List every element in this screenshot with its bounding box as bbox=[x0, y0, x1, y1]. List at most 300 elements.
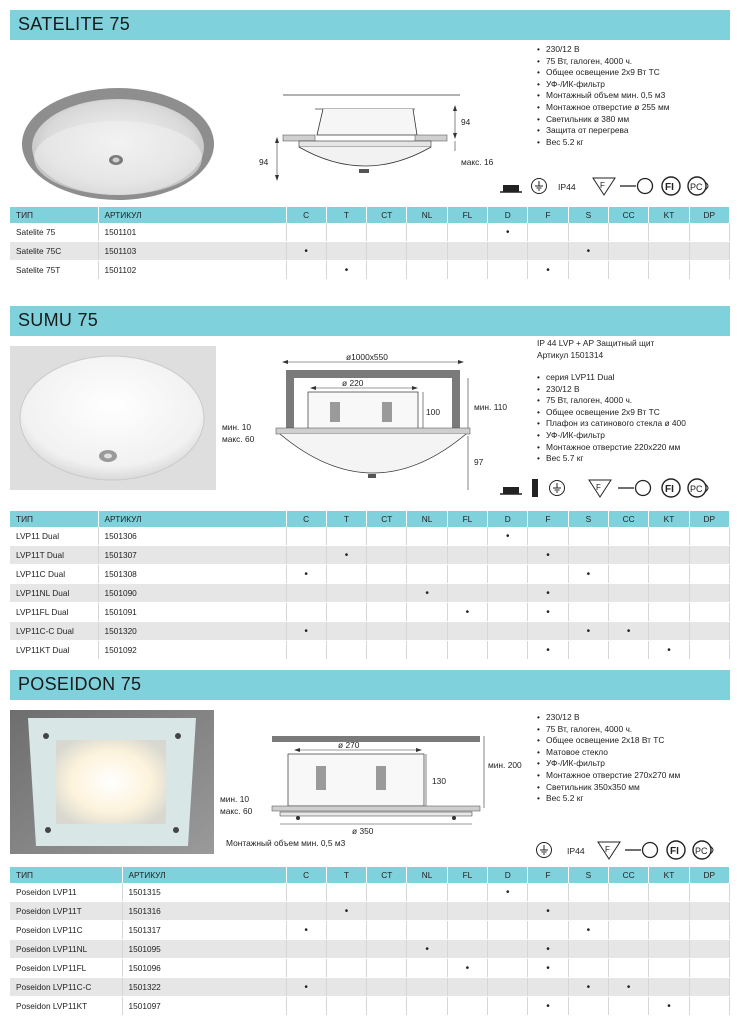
article-cell: 1501097 bbox=[122, 997, 286, 1016]
option-mark-cell: • bbox=[407, 584, 447, 603]
option-mark-cell bbox=[609, 565, 649, 584]
dim-min-10: мин. 10 bbox=[220, 794, 250, 804]
option-mark-cell bbox=[286, 603, 326, 622]
product-type-cell: Poseidon LVP11 bbox=[10, 883, 122, 902]
product-type-cell: Poseidon LVP11C bbox=[10, 921, 122, 940]
option-mark-cell bbox=[447, 921, 487, 940]
option-mark-cell bbox=[286, 546, 326, 565]
option-mark-cell bbox=[326, 242, 366, 261]
option-mark-cell bbox=[447, 940, 487, 959]
option-mark-cell bbox=[286, 940, 326, 959]
table-row bbox=[10, 223, 730, 242]
spec-list-sumu bbox=[537, 372, 686, 465]
option-mark-cell bbox=[447, 622, 487, 641]
col-header: C bbox=[286, 511, 326, 527]
spec-item: • Матовое стекло bbox=[537, 747, 680, 759]
option-mark-cell bbox=[488, 997, 528, 1016]
option-mark-cell bbox=[488, 603, 528, 622]
col-header: CC bbox=[609, 867, 649, 883]
option-mark-cell bbox=[367, 565, 407, 584]
svg-text:F: F bbox=[600, 181, 605, 190]
option-mark-cell bbox=[326, 997, 366, 1016]
option-mark-cell bbox=[568, 997, 608, 1016]
spec-item: • УФ-/ИК-фильтр bbox=[537, 758, 680, 770]
dim-max-16: макс. 16 bbox=[461, 157, 494, 167]
option-mark-cell bbox=[326, 223, 366, 242]
option-mark-cell: • bbox=[568, 565, 608, 584]
table-row bbox=[10, 546, 730, 565]
fi-cert-icon bbox=[665, 840, 687, 860]
option-mark-cell bbox=[447, 883, 487, 902]
article-cell: 1501306 bbox=[98, 527, 286, 546]
section-title-band bbox=[10, 670, 730, 700]
dim-max-60: макс. 60 bbox=[220, 806, 253, 816]
option-mark-cell: • bbox=[649, 641, 689, 660]
option-mark-cell: • bbox=[286, 242, 326, 261]
option-mark-cell bbox=[568, 223, 608, 242]
insulation-class-icon bbox=[620, 176, 654, 196]
spec-table-poseidon bbox=[10, 867, 730, 1016]
dim-cutout: ø 270 bbox=[338, 740, 360, 750]
rst-cert-icon bbox=[686, 176, 712, 196]
option-mark-cell bbox=[649, 883, 689, 902]
option-mark-cell bbox=[326, 921, 366, 940]
col-header: C bbox=[286, 867, 326, 883]
option-mark-cell bbox=[326, 584, 366, 603]
col-header: CT bbox=[367, 207, 407, 223]
option-mark-cell: • bbox=[528, 546, 568, 565]
col-header: АРТИКУЛ bbox=[98, 207, 286, 223]
option-mark-cell bbox=[528, 242, 568, 261]
product-type-cell: LVP11C Dual bbox=[10, 565, 98, 584]
option-mark-cell: • bbox=[286, 622, 326, 641]
option-mark-cell: • bbox=[609, 978, 649, 997]
ground-icon bbox=[548, 478, 566, 498]
option-mark-cell: • bbox=[286, 921, 326, 940]
option-mark-cell bbox=[689, 223, 729, 242]
option-mark-cell bbox=[326, 940, 366, 959]
option-mark-cell bbox=[407, 565, 447, 584]
cert-icons-satelite bbox=[500, 176, 730, 198]
col-header: NL bbox=[407, 511, 447, 527]
option-mark-cell bbox=[488, 641, 528, 660]
option-mark-cell: • bbox=[326, 902, 366, 921]
table-row bbox=[10, 527, 730, 546]
svg-text:PC: PC bbox=[690, 182, 703, 192]
ground-icon bbox=[530, 176, 548, 196]
col-header: FL bbox=[447, 867, 487, 883]
option-mark-cell bbox=[447, 641, 487, 660]
product-type-cell: Poseidon LVP11NL bbox=[10, 940, 122, 959]
f-mark-icon bbox=[588, 478, 612, 498]
option-mark-cell bbox=[488, 959, 528, 978]
article-cell: 1501317 bbox=[122, 921, 286, 940]
col-header: D bbox=[488, 511, 528, 527]
dim-min-110: мин. 110 bbox=[474, 402, 508, 412]
option-mark-cell bbox=[447, 242, 487, 261]
fi-cert-icon bbox=[660, 478, 682, 498]
option-mark-cell: • bbox=[528, 997, 568, 1016]
table-row bbox=[10, 997, 730, 1016]
product-type-cell: LVP11T Dual bbox=[10, 546, 98, 565]
option-mark-cell bbox=[689, 978, 729, 997]
option-mark-cell bbox=[286, 902, 326, 921]
option-mark-cell bbox=[568, 959, 608, 978]
spec-table-satelite bbox=[10, 207, 730, 280]
product-type-cell: LVP11NL Dual bbox=[10, 584, 98, 603]
option-mark-cell bbox=[447, 527, 487, 546]
rst-cert-icon bbox=[691, 840, 717, 860]
article-cell: 1501315 bbox=[122, 883, 286, 902]
shield-plate-icon bbox=[528, 478, 542, 498]
article-cell: 1501307 bbox=[98, 546, 286, 565]
spec-item: • 230/12 В bbox=[537, 44, 670, 56]
option-mark-cell bbox=[447, 997, 487, 1016]
product-type-cell: LVP11FL Dual bbox=[10, 603, 98, 622]
option-mark-cell bbox=[689, 546, 729, 565]
option-mark-cell bbox=[689, 584, 729, 603]
f-mark-icon bbox=[592, 176, 616, 196]
option-mark-cell bbox=[326, 641, 366, 660]
option-mark-cell: • bbox=[407, 940, 447, 959]
option-mark-cell bbox=[367, 584, 407, 603]
table-body bbox=[10, 223, 730, 280]
article-cell: 1501322 bbox=[122, 978, 286, 997]
article-cell: 1501308 bbox=[98, 565, 286, 584]
section-sumu bbox=[0, 300, 740, 660]
spec-list-poseidon bbox=[537, 712, 680, 805]
option-mark-cell bbox=[488, 546, 528, 565]
section-title-band bbox=[10, 306, 730, 336]
option-mark-cell bbox=[367, 921, 407, 940]
option-mark-cell bbox=[326, 978, 366, 997]
col-header: T bbox=[326, 207, 366, 223]
option-mark-cell bbox=[649, 902, 689, 921]
option-mark-cell bbox=[286, 261, 326, 280]
option-mark-cell bbox=[528, 565, 568, 584]
option-mark-cell bbox=[367, 527, 407, 546]
col-header: C bbox=[286, 207, 326, 223]
option-mark-cell bbox=[407, 242, 447, 261]
option-mark-cell bbox=[407, 603, 447, 622]
section-title: POSEIDON 75 bbox=[18, 674, 142, 694]
col-header: F bbox=[528, 511, 568, 527]
insulation-class-icon bbox=[618, 478, 652, 498]
col-header: CC bbox=[609, 207, 649, 223]
option-mark-cell bbox=[689, 959, 729, 978]
f-mark-icon bbox=[597, 840, 621, 860]
option-mark-cell bbox=[528, 978, 568, 997]
product-type-cell: Satelite 75T bbox=[10, 261, 98, 280]
col-header: D bbox=[488, 867, 528, 883]
option-mark-cell bbox=[367, 622, 407, 641]
col-header: CC bbox=[609, 511, 649, 527]
option-mark-cell: • bbox=[568, 978, 608, 997]
option-mark-cell bbox=[689, 622, 729, 641]
product-type-cell: LVP11 Dual bbox=[10, 527, 98, 546]
spec-item: • Вес 5.7 кг bbox=[537, 453, 686, 465]
option-mark-cell bbox=[649, 603, 689, 622]
option-mark-cell bbox=[528, 921, 568, 940]
section-title: SUMU 75 bbox=[18, 310, 99, 330]
spec-item: • 230/12 В bbox=[537, 384, 686, 396]
product-type-cell: Poseidon LVP11FL bbox=[10, 959, 122, 978]
col-header: D bbox=[488, 207, 528, 223]
article-cell: 1501095 bbox=[122, 940, 286, 959]
option-mark-cell bbox=[407, 883, 447, 902]
option-mark-cell bbox=[488, 242, 528, 261]
svg-text:PC: PC bbox=[695, 846, 708, 856]
option-mark-cell bbox=[286, 223, 326, 242]
dimension-drawing-sumu bbox=[218, 350, 518, 500]
option-mark-cell bbox=[367, 603, 407, 622]
option-mark-cell bbox=[649, 940, 689, 959]
dim-inner: ø 220 bbox=[342, 378, 364, 388]
svg-text:PC: PC bbox=[690, 484, 703, 494]
table-row bbox=[10, 565, 730, 584]
option-mark-cell bbox=[568, 641, 608, 660]
option-mark-cell bbox=[609, 223, 649, 242]
option-mark-cell: • bbox=[528, 902, 568, 921]
option-mark-cell bbox=[286, 527, 326, 546]
dimension-drawing-satelite bbox=[255, 85, 515, 190]
option-mark-cell bbox=[407, 978, 447, 997]
ip-rating: IP44 bbox=[558, 182, 576, 192]
option-mark-cell: • bbox=[488, 223, 528, 242]
dim-height-100: 100 bbox=[426, 407, 440, 417]
table-row bbox=[10, 978, 730, 997]
option-mark-cell bbox=[649, 622, 689, 641]
col-header: DP bbox=[689, 207, 729, 223]
spec-item: • Вес 5.2 кг bbox=[537, 793, 680, 805]
spec-list-satelite bbox=[537, 44, 670, 148]
option-mark-cell bbox=[689, 603, 729, 622]
article-cell: 1501096 bbox=[122, 959, 286, 978]
table-body bbox=[10, 883, 730, 1016]
col-header: T bbox=[326, 511, 366, 527]
dim-height-97: 97 bbox=[474, 457, 484, 467]
option-mark-cell bbox=[689, 902, 729, 921]
option-mark-cell: • bbox=[568, 921, 608, 940]
option-mark-cell bbox=[609, 261, 649, 280]
dim-min-200: мин. 200 bbox=[488, 760, 522, 770]
option-mark-cell bbox=[609, 883, 649, 902]
insulation-class-icon bbox=[625, 840, 659, 860]
option-mark-cell: • bbox=[286, 978, 326, 997]
option-mark-cell bbox=[528, 223, 568, 242]
option-mark-cell bbox=[367, 902, 407, 921]
option-mark-cell bbox=[407, 959, 447, 978]
option-mark-cell bbox=[407, 527, 447, 546]
col-header: S bbox=[568, 867, 608, 883]
spec-item: • серия LVP11 Dual bbox=[537, 372, 686, 384]
option-mark-cell bbox=[286, 883, 326, 902]
option-mark-cell bbox=[689, 641, 729, 660]
option-mark-cell bbox=[689, 997, 729, 1016]
option-mark-cell bbox=[367, 959, 407, 978]
col-header: ТИП bbox=[10, 867, 122, 883]
table-header-row bbox=[10, 867, 730, 883]
spec-heading-sumu bbox=[537, 338, 654, 361]
article-cell: 1501090 bbox=[98, 584, 286, 603]
table-row bbox=[10, 242, 730, 261]
col-header: CT bbox=[367, 867, 407, 883]
table-row bbox=[10, 641, 730, 660]
col-header: FL bbox=[447, 207, 487, 223]
spec-item: • Вес 5.2 кг bbox=[537, 137, 670, 149]
option-mark-cell bbox=[367, 940, 407, 959]
option-mark-cell bbox=[568, 902, 608, 921]
option-mark-cell bbox=[407, 902, 447, 921]
option-mark-cell bbox=[568, 940, 608, 959]
table-body bbox=[10, 527, 730, 660]
col-header: KT bbox=[649, 511, 689, 527]
table-row bbox=[10, 940, 730, 959]
option-mark-cell bbox=[447, 902, 487, 921]
section-title: SATELITE 75 bbox=[18, 14, 131, 34]
option-mark-cell bbox=[528, 527, 568, 546]
spec-item: • 75 Вт, галоген, 4000 ч. bbox=[537, 395, 686, 407]
option-mark-cell bbox=[367, 242, 407, 261]
option-mark-cell bbox=[649, 223, 689, 242]
option-mark-cell bbox=[407, 546, 447, 565]
option-mark-cell bbox=[488, 940, 528, 959]
mounting-icon bbox=[500, 176, 522, 196]
option-mark-cell bbox=[407, 261, 447, 280]
table-row bbox=[10, 902, 730, 921]
option-mark-cell bbox=[609, 546, 649, 565]
spec-item: • 230/12 В bbox=[537, 712, 680, 724]
product-type-cell: Satelite 75C bbox=[10, 242, 98, 261]
option-mark-cell: • bbox=[649, 997, 689, 1016]
product-type-cell: LVP11KT Dual bbox=[10, 641, 98, 660]
section-satelite bbox=[0, 0, 740, 300]
option-mark-cell: • bbox=[326, 546, 366, 565]
option-mark-cell: • bbox=[609, 622, 649, 641]
option-mark-cell bbox=[326, 622, 366, 641]
cert-icons-sumu bbox=[500, 478, 730, 500]
option-mark-cell bbox=[326, 959, 366, 978]
article-cell: 1501102 bbox=[98, 261, 286, 280]
product-type-cell: Satelite 75 bbox=[10, 223, 98, 242]
article-cell: 1501103 bbox=[98, 242, 286, 261]
option-mark-cell: • bbox=[528, 584, 568, 603]
option-mark-cell bbox=[689, 527, 729, 546]
option-mark-cell bbox=[689, 261, 729, 280]
spec-item: • Монтажное отверстие 220х220 мм bbox=[537, 442, 686, 454]
dim-outer: ø1000x550 bbox=[346, 352, 388, 362]
option-mark-cell bbox=[367, 641, 407, 660]
product-type-cell: Poseidon LVP11T bbox=[10, 902, 122, 921]
col-header: F bbox=[528, 207, 568, 223]
section-poseidon bbox=[0, 660, 740, 1023]
option-mark-cell bbox=[367, 261, 407, 280]
option-mark-cell bbox=[609, 940, 649, 959]
table-row bbox=[10, 959, 730, 978]
article-cell: 1501091 bbox=[98, 603, 286, 622]
spec-item: • Светильник ø 380 мм bbox=[537, 114, 670, 126]
option-mark-cell bbox=[488, 565, 528, 584]
option-mark-cell bbox=[568, 527, 608, 546]
shield-note: IP 44 LVP + AP Защитный щит bbox=[537, 338, 655, 348]
option-mark-cell bbox=[568, 603, 608, 622]
svg-text:F: F bbox=[605, 845, 610, 854]
rst-cert-icon bbox=[686, 478, 712, 498]
option-mark-cell bbox=[609, 997, 649, 1016]
option-mark-cell bbox=[367, 997, 407, 1016]
option-mark-cell bbox=[407, 622, 447, 641]
table-header-row bbox=[10, 511, 730, 527]
col-header: DP bbox=[689, 867, 729, 883]
spec-item: • Плафон из сатинового стекла ø 400 bbox=[537, 418, 686, 430]
option-mark-cell: • bbox=[286, 565, 326, 584]
dim-height-bottom: 94 bbox=[259, 157, 269, 167]
option-mark-cell bbox=[447, 261, 487, 280]
option-mark-cell bbox=[689, 883, 729, 902]
dim-width-350: ø 350 bbox=[352, 826, 374, 836]
col-header: S bbox=[568, 207, 608, 223]
col-header: DP bbox=[689, 511, 729, 527]
dim-height-130: 130 bbox=[432, 776, 446, 786]
col-header: F bbox=[528, 867, 568, 883]
spec-item: • Общее освещение 2х9 Вт ТС bbox=[537, 407, 686, 419]
option-mark-cell bbox=[568, 261, 608, 280]
spec-item: • УФ-/ИК-фильтр bbox=[537, 430, 686, 442]
product-type-cell: Poseidon LVP11KT bbox=[10, 997, 122, 1016]
option-mark-cell: • bbox=[488, 527, 528, 546]
option-mark-cell bbox=[689, 565, 729, 584]
col-header: ТИП bbox=[10, 207, 98, 223]
option-mark-cell: • bbox=[528, 940, 568, 959]
option-mark-cell bbox=[407, 997, 447, 1016]
col-header: NL bbox=[407, 867, 447, 883]
option-mark-cell bbox=[609, 584, 649, 603]
option-mark-cell bbox=[407, 223, 447, 242]
product-type-cell: Poseidon LVP11C-C bbox=[10, 978, 122, 997]
option-mark-cell bbox=[407, 921, 447, 940]
col-header: FL bbox=[447, 511, 487, 527]
option-mark-cell bbox=[649, 546, 689, 565]
fi-cert-icon bbox=[660, 176, 682, 196]
col-header: T bbox=[326, 867, 366, 883]
spec-table-sumu bbox=[10, 511, 730, 660]
article-cell: 1501092 bbox=[98, 641, 286, 660]
option-mark-cell bbox=[326, 883, 366, 902]
product-photo-satelite bbox=[12, 52, 222, 200]
mounting-icon bbox=[500, 478, 522, 498]
spec-item: • Общее освещение 2х9 Вт ТС bbox=[537, 67, 670, 79]
table-row bbox=[10, 622, 730, 641]
spec-item: • Светильник 350х350 мм bbox=[537, 782, 680, 794]
option-mark-cell bbox=[609, 527, 649, 546]
option-mark-cell bbox=[447, 584, 487, 603]
col-header: S bbox=[568, 511, 608, 527]
spec-item: • Защита от перегрева bbox=[537, 125, 670, 137]
option-mark-cell bbox=[488, 622, 528, 641]
option-mark-cell: • bbox=[528, 261, 568, 280]
option-mark-cell bbox=[649, 584, 689, 603]
spec-item: • Монтажное отверстие 270х270 мм bbox=[537, 770, 680, 782]
option-mark-cell bbox=[568, 584, 608, 603]
spec-item: • УФ-/ИК-фильтр bbox=[537, 79, 670, 91]
option-mark-cell: • bbox=[528, 641, 568, 660]
option-mark-cell bbox=[488, 584, 528, 603]
table-row bbox=[10, 584, 730, 603]
option-mark-cell bbox=[649, 242, 689, 261]
col-header: АРТИКУЛ bbox=[122, 867, 286, 883]
article-cell: 1501101 bbox=[98, 223, 286, 242]
svg-text:F: F bbox=[596, 483, 601, 492]
